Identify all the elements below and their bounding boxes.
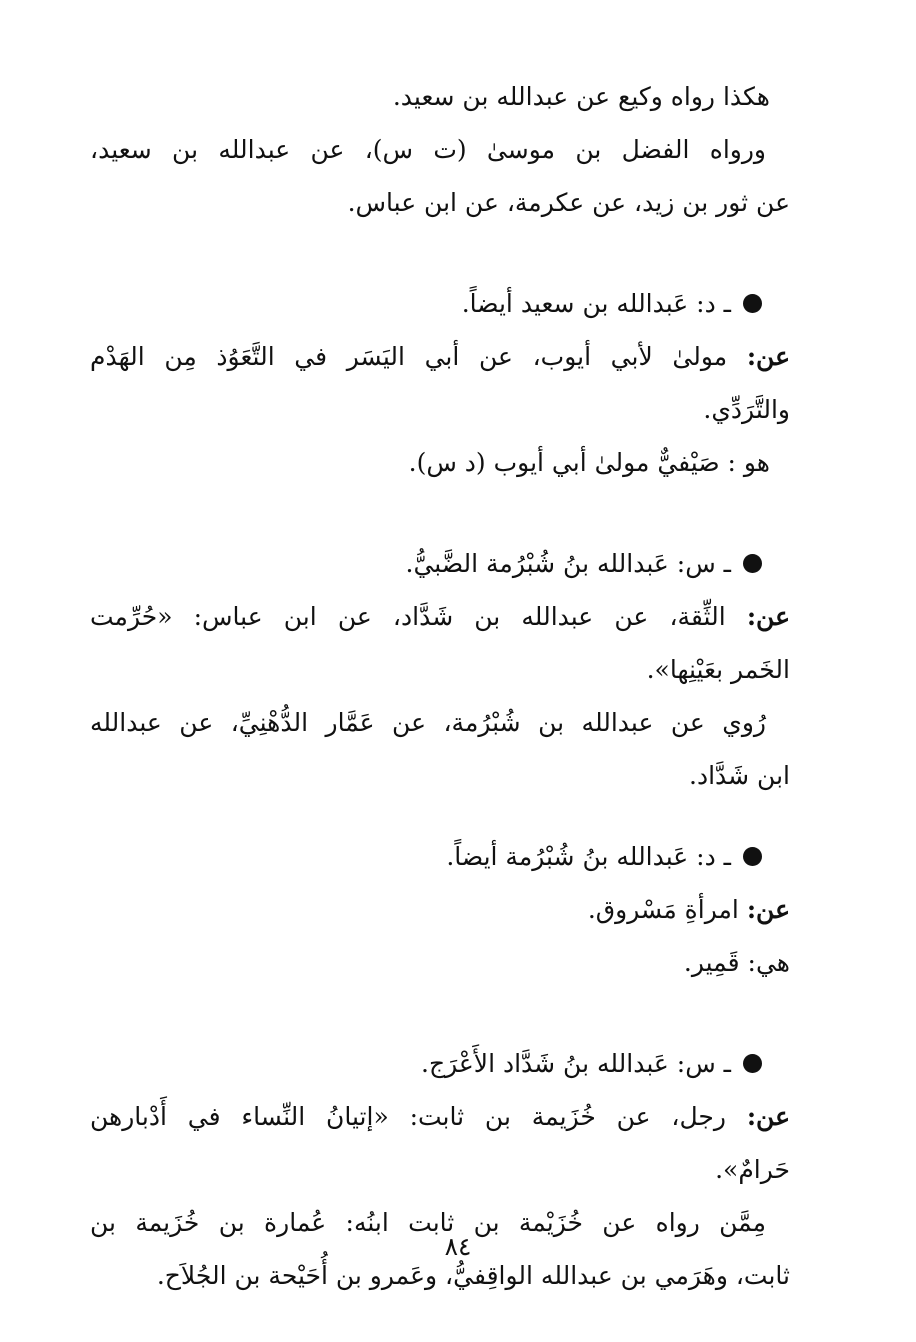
page-body [90,70,790,1302]
entry-heading: ـ س: عَبدالله بنُ شَدَّاد الأَعْرَج. [90,1037,790,1090]
text-line: هكذا رواه وكيع عن عبدالله بن سعيد. [392,82,770,111]
entry-label: عن: [746,602,790,631]
text-line: والتَّرَدِّي. [703,395,790,424]
text-line: هو : صَيْفيٌّ مولىٰ أبي أيوب (د س). [408,448,770,477]
text-line: عن ثور بن زيد، عن عكرمة، عن ابن عباس. [347,188,790,217]
page-number: ٨٤ [444,1232,472,1261]
text-line: ورواه الفضل بن موسىٰ (ت س)، عن عبدالله بن سعيد، [90,135,766,164]
text-line: رُوي عن عبدالله بن شُبْرُمة، عن عَمَّار الدُّهْنِيِّ، عن عبدالله [90,708,766,737]
entry-heading: ـ د: عَبدالله بنُ شُبْرُمة أيضاً. [90,830,790,883]
text-line: عن: الثِّقة، عن عبدالله بن شَدَّاد، عن ابن عباس: «حُرِّمت [90,602,790,631]
text-line: مِمَّن رواه عن خُزَيْمة بن ثابت ابنُه: عُمارة بن خُزَيمة بن [90,1208,766,1237]
bullet-icon [743,554,762,573]
entry-label: هي: [747,948,790,977]
bullet-icon [743,847,762,866]
entry-label: عن: [746,895,790,924]
text-line: عن: رجل، عن خُزَيمة بن ثابت: «إتيانُ النِّساء في أَدْبارهن [90,1102,790,1131]
entry-heading: ـ س: عَبدالله بنُ شُبْرُمة الضَّبيُّ. [90,537,790,590]
text-line: الخَمر بعَيْنِها». [646,655,790,684]
text-line: عن: امرأةِ مَسْروق. [587,895,790,924]
bullet-icon [743,294,762,313]
text-line: عن: مولىٰ لأبي أيوب، عن أبي اليَسَر في التَّعَوُذ مِن الهَدْم [90,342,790,371]
entry-label: عن: [746,1102,790,1131]
bullet-icon [743,1054,762,1073]
entry-heading: ـ د: عَبدالله بن سعيد أيضاً. [90,277,790,330]
text-line: ابن شَدَّاد. [689,761,790,790]
text-line: هي: قَمِير. [683,948,790,977]
text-line: ثابت، وهَرَمي بن عبدالله الواقِفيُّ، وعَمرو بن أُحَيْحة بن الجُلاَح. [156,1261,790,1290]
text-line: حَرامٌ». [715,1155,790,1184]
entry-label: عن: [746,342,790,371]
